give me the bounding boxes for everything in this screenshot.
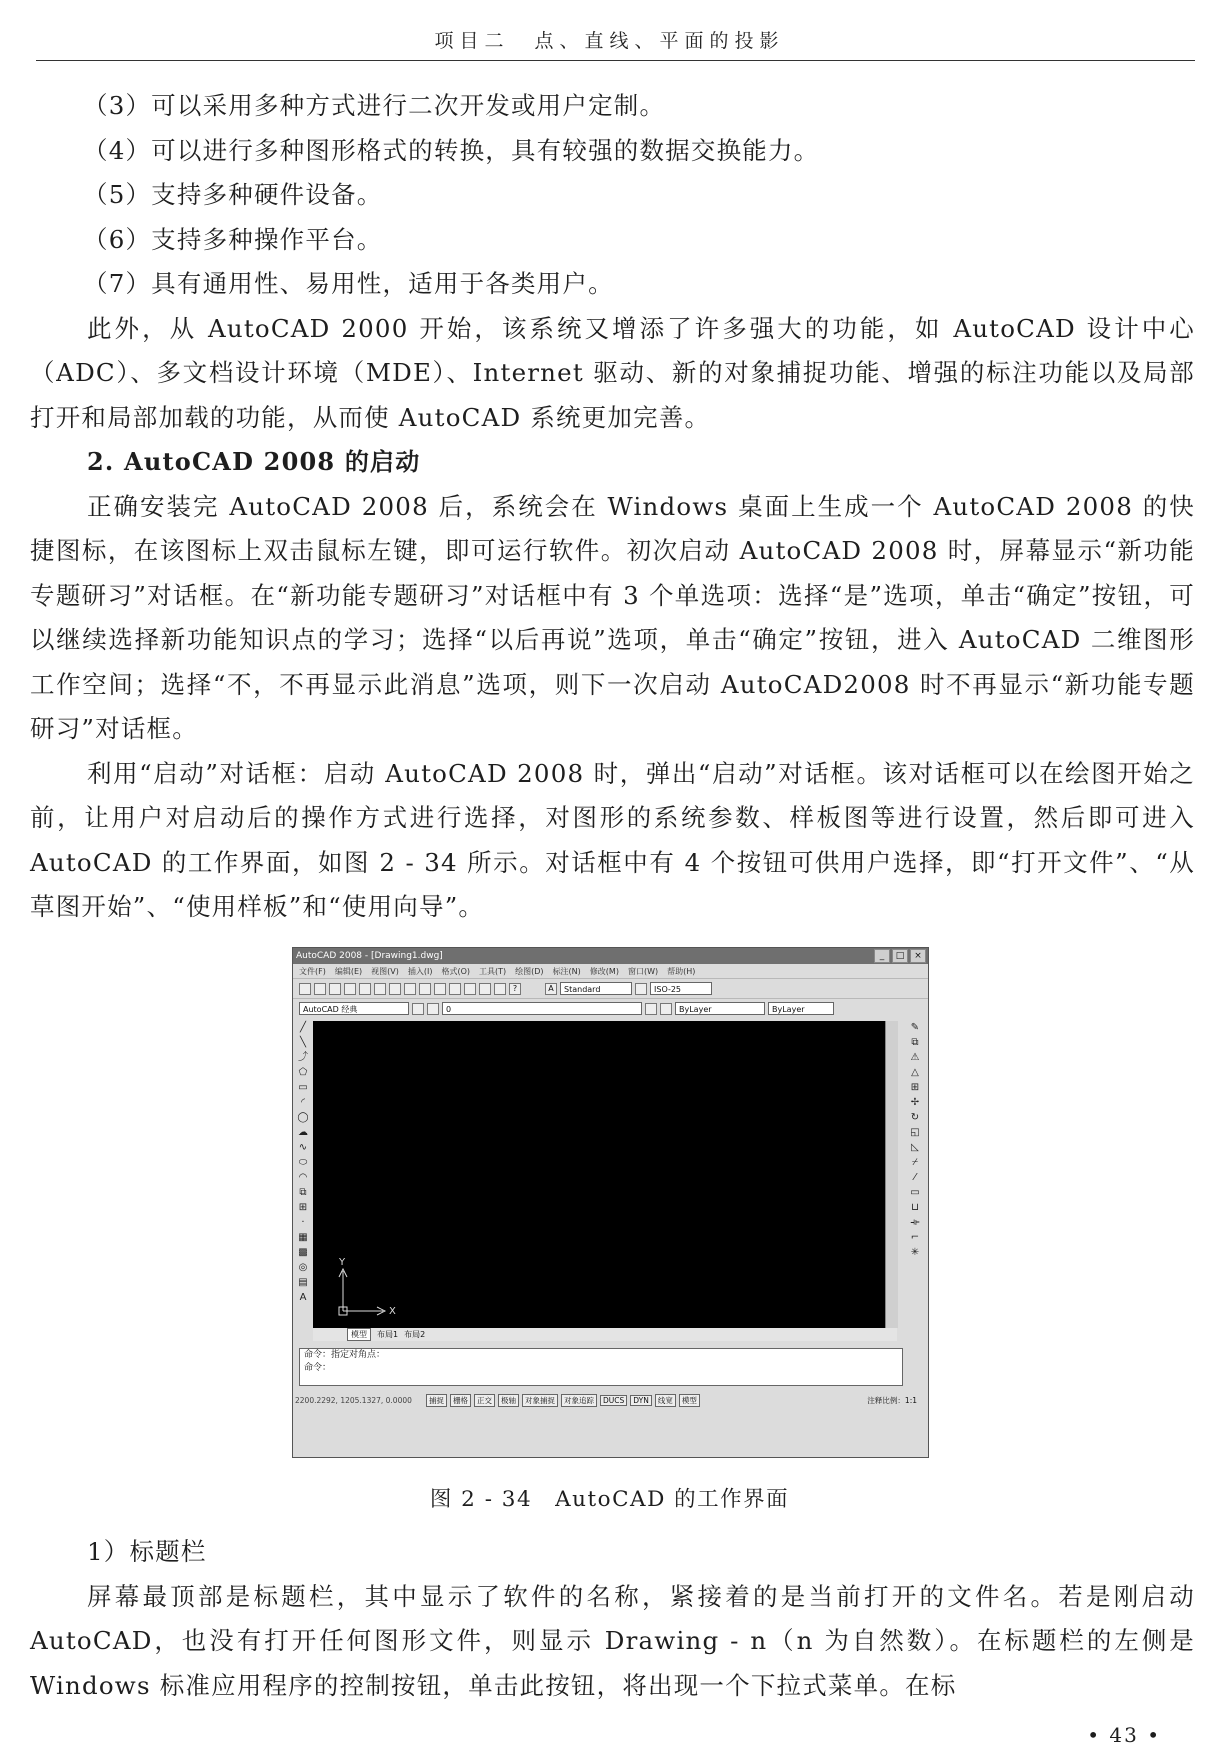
dim-style-icon [635,983,647,995]
offset-icon: △ [911,1067,919,1078]
workspace-combo: AutoCAD 经典 [299,1002,409,1015]
fig-standard-toolbar [293,978,928,998]
copy-object-icon: ⧉ [911,1037,919,1048]
extend-icon: ⁄ [914,1172,916,1183]
fig-layers-toolbar [293,998,928,1018]
rectangle-icon: ▭ [298,1082,308,1093]
new-file-icon [299,983,311,995]
fig-menu-item: 帮助(H) [667,966,696,976]
status-button: DUCS [600,1395,627,1406]
paragraph: 屏幕最顶部是标题栏，其中显示了软件的名称，紧接着的是当前打开的文件名。若是刚启动 AutoCAD，也没有打开任何图形文件，则显示 Drawing - n（n 为自然数）。在标题栏的左侧是 Windows 标准应用程序的控制按钮，单击此按钮，将出现一个下拉式菜单。在标 [30,1581,1195,1700]
command-window [299,1348,903,1386]
subheading: 1）标题栏 [87,1537,207,1566]
mirror-icon: ⚠ [910,1052,920,1063]
figure-caption: 图 2 - 34 AutoCAD 的工作界面 [429,1487,790,1512]
status-button: 线宽 [655,1394,676,1407]
paragraph: 此外，从 AutoCAD 2000 开始，该系统又增添了许多强大的功能，如 AutoCAD 设计中心（ADC）、多文档设计环境（MDE）、Internet 驱动、新的对象捕捉功能、增强的标注功能以及局部打开和局部加载的功能，从而使 AutoCAD 系统更加完善。 [30,313,1195,432]
command-line: 命令： [304,1363,332,1373]
save-icon [329,983,341,995]
ellipse-arc-icon: ◠ [298,1172,308,1183]
multiline-text-icon: A [299,1292,307,1303]
status-button: 捕捉 [426,1394,447,1407]
layer-manager-icon [427,1003,439,1015]
explode-icon: ✳ [910,1247,920,1258]
move-icon: ✢ [910,1097,920,1108]
layer-combo: 0 [442,1002,642,1015]
properties-icon [479,983,491,995]
running-title: 项目二 点、直线、平面的投影 [434,30,785,52]
status-button: 对象捕捉 [522,1394,558,1407]
fig-menu-item: 文件(F) [299,966,326,976]
undo-icon [419,983,431,995]
modify-toolbar [907,1021,923,1260]
fig-window-title: AutoCAD 2008 - [Drawing1.dwg] [296,951,443,961]
drawing-area [313,1021,885,1328]
autocad-screenshot [292,947,929,1458]
text-style-combo: Standard [560,982,632,995]
fig-menu-item: 修改(M) [589,966,619,976]
paste-icon [404,983,416,995]
circle-icon: ◯ [297,1112,309,1123]
status-button: 极轴 [498,1394,519,1407]
list-item: （3）可以采用多种方式进行二次开发或用户定制。 [83,91,666,120]
help-icon: ? [509,983,521,995]
list-item: （4）可以进行多种图形格式的转换，具有较强的数据交换能力。 [83,135,820,165]
linetype-combo: ByLayer [768,1002,834,1015]
list-item: （6）支持多种操作平台。 [83,224,383,254]
command-line: 命令：指定对角点： [304,1350,386,1360]
ellipse-icon: ⬭ [298,1157,308,1168]
fig-menu-item: 视图(V) [371,966,399,976]
page-number: • 43 • [1087,1723,1161,1747]
body-text-bottom [30,1530,1195,1708]
fig-menubar [293,964,928,978]
copy-icon [389,983,401,995]
design-center-icon [494,983,506,995]
layer-make-current-icon [660,1003,672,1015]
text-style-icon: A [545,983,557,995]
table-icon: ▤ [298,1277,308,1288]
redo-icon [434,983,446,995]
ucs-icon [313,1021,885,1328]
gradient-icon: ▩ [298,1247,308,1258]
status-button: 对象追踪 [561,1394,597,1407]
layout-tabs [313,1328,897,1341]
annotation-scale: 注释比例：1:1 [867,1395,917,1405]
polygon-icon: ⬠ [298,1067,308,1078]
join-icon: ⊔ [911,1202,919,1213]
header-rule [36,60,1195,61]
tab-layout1: 布局1 [377,1330,399,1339]
construction-line-icon: ╲ [299,1037,307,1048]
region-icon: ◎ [298,1262,308,1273]
hatch-icon: ▦ [298,1232,308,1243]
fig-menu-item: 工具(T) [479,966,507,976]
erase-icon: ✎ [910,1022,920,1033]
tab-model: 模型 [347,1328,371,1341]
layer-prev-icon [645,1003,657,1015]
list-item: （7）具有通用性、易用性，适用于各类用户。 [83,269,614,298]
scale-icon: ◱ [910,1127,920,1138]
axis-y-label: Y [339,1257,346,1268]
stretch-icon: ◺ [911,1142,919,1153]
fig-menu-item: 标注(N) [552,966,581,976]
make-block-icon: ⊞ [298,1202,308,1213]
open-file-icon [314,983,326,995]
break-icon: ▭ [910,1187,920,1198]
coordinates: 2200.2292, 1205.1327, 0.0000 [295,1395,412,1405]
paragraph: 利用“启动”对话框：启动 AutoCAD 2008 时，弹出“启动”对话框。该对话框可以在绘图开始之前，让用户对启动后的操作方式进行选择，对图形的系统参数、样板图等进行设置，然后即可进入 AutoCAD 的工作界面，如图 2 - 34 所示。对话框中有 4 个按钮可供用户选择，即“打开文件”、“从草图开始”、“使用样板”和“使用向导”。 [30,758,1195,921]
fillet-icon: ⌐ [910,1232,920,1243]
zoom-icon [464,983,476,995]
point-icon: · [301,1217,305,1228]
cut-icon [374,983,386,995]
fig-menu-item: 窗口(W) [627,966,659,976]
spline-icon: ∿ [298,1142,308,1153]
status-button: DYN [630,1395,652,1406]
polyline-icon: ⤴ [298,1052,308,1063]
status-button: 模型 [679,1394,700,1407]
insert-block-icon: ⧉ [299,1187,307,1198]
maximize-icon: □ [892,949,908,963]
line-icon: ╱ [299,1022,307,1033]
chamfer-icon: ⟛ [910,1217,920,1228]
fig-menu-item: 绘图(D) [515,966,544,976]
status-button: 正交 [474,1394,495,1407]
body-text [30,84,1195,930]
axis-x-label: X [389,1306,396,1317]
revision-cloud-icon: ☁ [298,1127,308,1138]
status-bar [295,1393,923,1407]
pan-icon [449,983,461,995]
rotate-icon: ↻ [910,1112,920,1123]
array-icon: ⊞ [910,1082,920,1093]
minimize-icon: _ [874,949,890,963]
workspace-settings-icon [412,1003,424,1015]
trim-icon: ⌿ [912,1157,918,1168]
dim-style-combo: ISO-25 [650,982,712,995]
vertical-scrollbar [885,1021,898,1328]
color-combo: ByLayer [675,1002,765,1015]
draw-toolbar [295,1021,311,1305]
status-button: 栅格 [450,1394,471,1407]
preview-icon [359,983,371,995]
arc-icon: ◜ [301,1097,305,1108]
print-icon [344,983,356,995]
section-heading: 2. AutoCAD 2008 的启动 [87,447,421,476]
list-item: （5）支持多种硬件设备。 [83,180,383,209]
paragraph: 正确安装完 AutoCAD 2008 后，系统会在 Windows 桌面上生成一个 AutoCAD 2008 的快捷图标，在该图标上双击鼠标左键，即可运行软件。初次启动 AutoCAD 2008 时，屏幕显示“新功能专题研习”对话框。在“新功能专题研习”对话框中有 3 个单选项：选择“是”选项，单击“确定”按钮，可以继续选择新功能知识点的学习；选择“以后再说”选项，单击“确定”按钮，进入 AutoCAD 二维图形工作空间；选择“不，不再显示此消息”选项，则下一次启动 AutoCAD2008 时不再显示“新功能专题研习”对话框。 [30,491,1195,743]
fig-titlebar [293,948,928,964]
fig-menu-item: 编辑(E) [334,966,363,976]
close-icon: × [910,949,926,963]
fig-menu-item: 插入(I) [407,966,433,976]
tab-layout2: 布局2 [404,1330,426,1339]
fig-menu-item: 格式(O) [441,966,471,976]
